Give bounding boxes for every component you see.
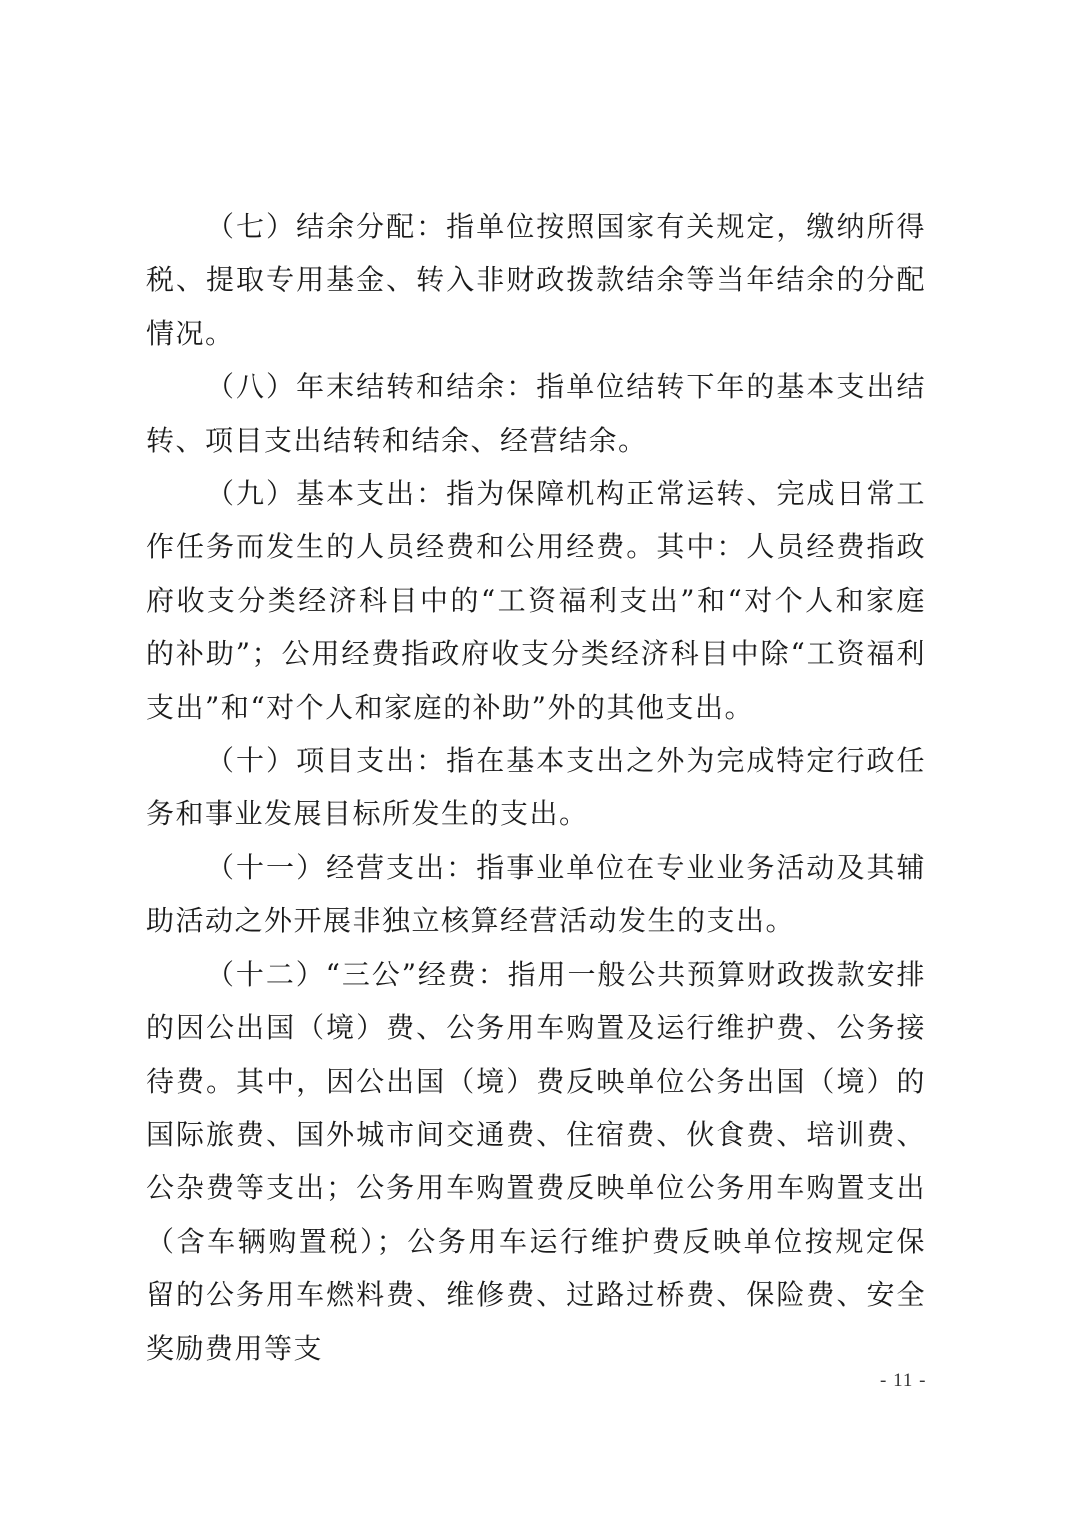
paragraph-three-public-expenses: （十二）“三公”经费：指用一般公共预算财政拨款安排的因公出国（境）费、公务用车购置及运行维护费、公务接待费。其中，因公出国（境）费反映单位公务出国（境）的国际旅费、国外城市间交通费、住宿费、伙食费、培训费、公杂费等支出；公务用车购置费反映单位公务用车购置支出（含车辆购置税）；公务用车运行维护费反映单位按规定保留的公务用车燃料费、维修费、过路过桥费、保险费、安全奖励费用等支	[146, 957, 926, 1365]
paragraph-balance-distribution: （七）结余分配：指单位按照国家有关规定，缴纳所得税、提取专用基金、转入非财政拨款结余等当年结余的分配情况。	[146, 210, 926, 350]
paragraph-operating-expenditure: （十一）经营支出：指事业单位在专业业务活动及其辅助活动之外开展非独立核算经营活动发生的支出。	[146, 850, 926, 938]
paragraph-year-end-carryover: （八）年末结转和结余：指单位结转下年的基本支出结转、项目支出结转和结余、经营结余。	[146, 370, 926, 457]
paragraph-basic-expenditure: （九）基本支出：指为保障机构正常运转、完成日常工作任务而发生的人员经费和公用经费。其中：人员经费指政府收支分类经济科目中的“工资福利支出”和“对个人和家庭的补助”；公用经费指政府收支分类经济科目中除“工资福利支出”和“对个人和家庭的补助”外的其他支出。	[146, 477, 926, 724]
paragraph-project-expenditure: （十）项目支出：指在基本支出之外为完成特定行政任务和事业发展目标所发生的支出。	[146, 744, 926, 831]
page-number: - 11 -	[880, 1370, 927, 1391]
document-body	[146, 200, 926, 1375]
